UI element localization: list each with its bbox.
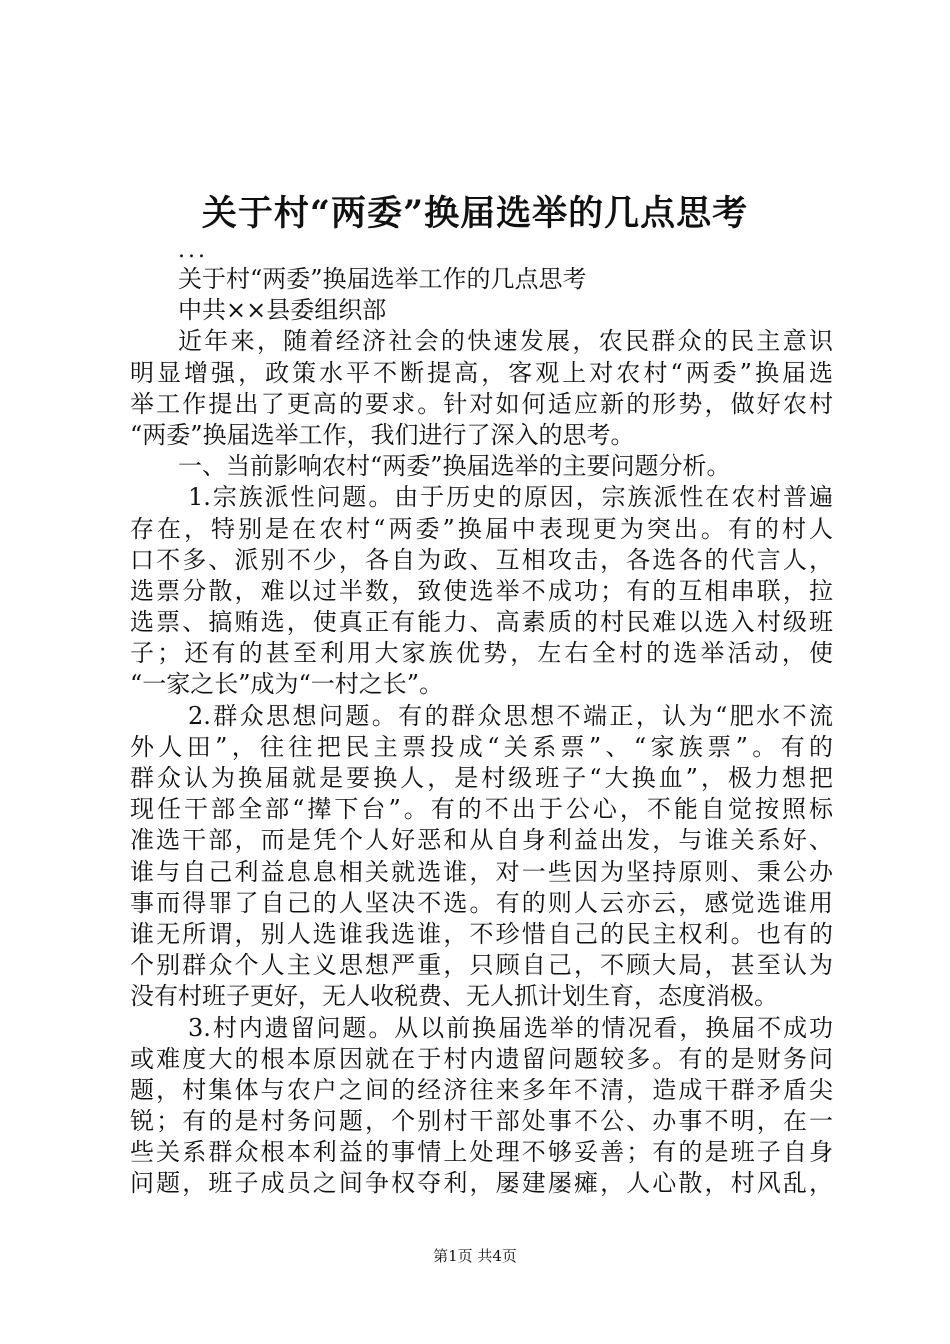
paragraph-line: 选票、搞贿选，使真正有能力、高素质的村民难以选入村级班 [130,608,833,637]
author-line: 中共××县委组织部 [178,296,387,325]
paragraph-line: 口不多、派别不少，各自为政、互相攻击，各选各的代言人， [130,545,833,574]
paragraph-line: 举工作提出了更高的要求。针对如何适应新的形势，做好农村 [130,389,833,418]
ellipsis-text: ... [178,238,208,263]
paragraph-line: 些关系群众根本利益的事情上处理不够妥善；有的是班子自身 [130,1138,833,1167]
paragraph-line: 1.宗族派性问题。由于历史的原因，宗族派性在农村普遍 [188,483,833,512]
paragraph-line: 外人田”，往往把民主票投成“关系票”、“家族票”。有的 [130,732,833,761]
paragraph-line: 准选干部，而是凭个人好恶和从自身利益出发，与谁关系好、 [130,826,833,855]
paragraph-line: 个别群众个人主义思想严重，只顾自己，不顾大局，甚至认为 [130,951,833,980]
paragraph-line: 3.村内遗留问题。从以前换届选举的情况看，换届不成功 [188,1013,833,1042]
subtitle-line: 关于村“两委”换届选举工作的几点思考 [178,265,587,293]
paragraph-line: 存在，特别是在农村“两委”换届中表现更为突出。有的村人 [130,514,833,543]
paragraph-line: “两委”换届选举工作，我们进行了深入的思考。 [130,420,635,449]
paragraph-line: 问题，班子成员之间争权夺利，屡建屡瘫，人心散，村风乱， [130,1169,833,1198]
paragraph-line: 群众认为换届就是要换人，是村级班子“大换血”，极力想把 [130,764,833,792]
paragraph-line: 事而得罪了自己的人坚决不选。有的则人云亦云，感觉选谁用 [130,888,833,917]
paragraph-line: 或难度大的根本原因就在于村内遗留问题较多。有的是财务问 [130,1044,833,1073]
paragraph-line: 谁无所谓，别人选谁我选谁，不珍惜自己的民主权利。也有的 [130,919,833,948]
paragraph-line: 锐；有的是村务问题，个别村干部处事不公、办事不明，在一 [130,1107,833,1136]
paragraph-line: 2.群众思想问题。有的群众思想不端正，认为“肥水不流 [188,701,833,730]
paragraph-line: 近年来，随着经济社会的快速发展，农民群众的民主意识 [178,327,833,356]
paragraph-line: 明显增强，政策水平不断提高，客观上对农村“两委”换届选 [130,358,833,387]
document-title: 关于村“两委”换届选举的几点思考 [201,193,749,234]
document-body [130,264,833,1200]
paragraph-line: “一家之长”成为“一村之长”。 [130,670,444,699]
paragraph-line: 子；还有的甚至利用大家族优势，左右全村的选举活动，使 [130,639,833,668]
paragraph-line: 谁与自己利益息息相关就选谁，对一些因为坚持原则、秉公办 [130,857,833,886]
paragraph-line: 选票分散，难以过半数，致使选举不成功；有的互相串联，拉 [130,576,833,605]
paragraph-line: 现任干部全部“撵下台”。有的不出于公心，不能自觉按照标 [130,795,833,824]
page-number-footer: 第1页 共4页 [433,1247,517,1265]
paragraph-line: 没有村班子更好，无人收税费、无人抓计划生育，态度消极。 [130,982,778,1011]
paragraph-line: 题，村集体与农户之间的经济往来多年不清，造成干群矛盾尖 [130,1075,833,1104]
section-heading: 一、当前影响农村“两委”换届选举的主要问题分析。 [178,452,731,481]
